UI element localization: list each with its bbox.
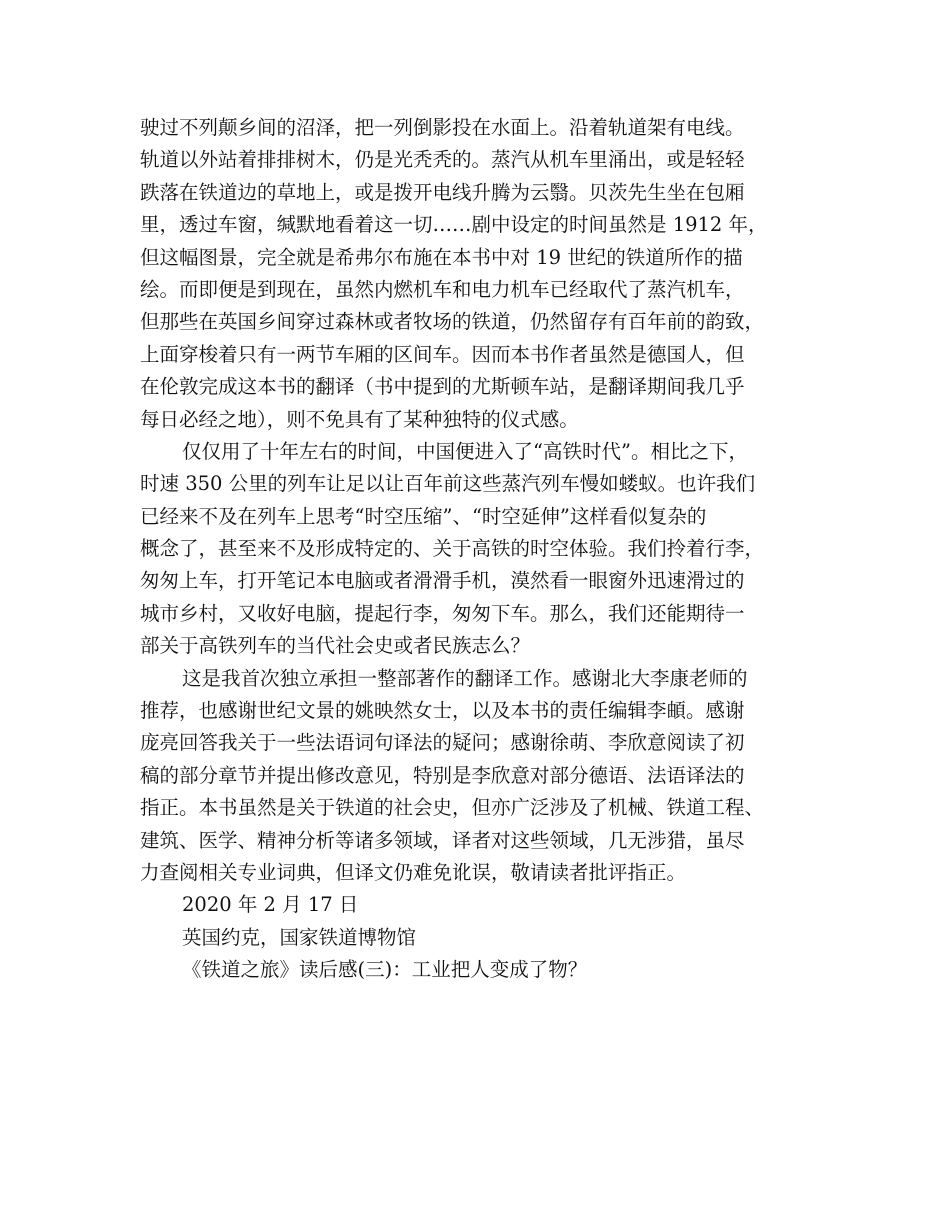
text-line: 城市乡村，又收好电脑，提起行李，匆匆下车。那么，我们还能期待一	[140, 601, 745, 625]
text-line: 匆匆上车，打开笔记本电脑或者滑滑手机，漠然看一眼窗外迅速滑过的	[140, 569, 745, 593]
text-line: 跌落在铁道边的草地上，或是拨开电线升腾为云翳。贝茨先生坐在包厢	[140, 180, 745, 204]
text-line: 部关于高铁列车的当代社会史或者民族志么？	[140, 634, 531, 658]
text-line: 推荐，也感谢世纪文景的姚映然女士，以及本书的责任编辑李頔。感谢	[140, 699, 745, 723]
paragraph-first-line: 仅仅用了十年左右的时间，中国便进入了“高铁时代”。相比之下，	[182, 439, 748, 463]
date-line: 2020 年 2 月 17 日	[182, 893, 359, 917]
text-line: 绘。而即便是到现在，虽然内燃机车和电力机车已经取代了蒸汽机车，	[140, 277, 745, 301]
location-line: 英国约克，国家铁道博物馆	[182, 925, 417, 949]
text-line: 稿的部分章节并提出修改意见，特别是李欣意对部分德语、法语译法的	[140, 763, 745, 787]
text-line: 但那些在英国乡间穿过森林或者牧场的铁道，仍然留存有百年前的韵致，	[140, 310, 765, 334]
paragraph-first-line: 这是我首次独立承担一整部著作的翻译工作。感谢北大李康老师的	[182, 666, 748, 690]
text-line: 在伦敦完成这本书的翻译（书中提到的尤斯顿车站，是翻译期间我几乎	[140, 375, 745, 399]
text-line: 已经来不及在列车上思考“时空压缩”、“时空延伸”这样看似复杂的	[140, 504, 707, 528]
text-line: 里，透过车窗，缄默地看着这一切……剧中设定的时间虽然是 1912 年，	[140, 213, 768, 237]
text-line: 建筑、医学、精神分析等诸多领域，译者对这些领域，几无涉猎，虽尽	[140, 828, 745, 852]
text-line: 庞亮回答我关于一些法语词句译法的疑问；感谢徐萌、李欣意阅读了初	[140, 731, 745, 755]
body-text	[140, 112, 830, 987]
text-line: 指正。本书虽然是关于铁道的社会史，但亦广泛涉及了机械、铁道工程、	[140, 796, 765, 820]
text-line: 上面穿梭着只有一两节车厢的区间车。因而本书作者虽然是德国人，但	[140, 342, 745, 366]
section-heading: 《铁道之旅》读后感(三)：工业把人变成了物？	[182, 958, 588, 982]
text-line: 驶过不列颠乡间的沼泽，把一列倒影投在水面上。沿着轨道架有电线。	[140, 116, 745, 139]
text-line: 概念了，甚至来不及形成特定的、关于高铁的时空体验。我们拎着行李，	[140, 537, 765, 561]
text-line: 轨道以外站着排排树木，仍是光秃秃的。蒸汽从机车里涌出，或是轻轻	[140, 148, 745, 172]
text-line: 每日必经之地），则不免具有了某种独特的仪式感。	[140, 407, 579, 431]
text-line: 力查阅相关专业词典，但译文仍难免讹误，敬请读者批评指正。	[140, 860, 687, 884]
text-line: 但这幅图景，完全就是希弗尔布施在本书中对 19 世纪的铁道所作的描	[140, 245, 743, 269]
text-line: 时速 350 公里的列车让足以让百年前这些蒸汽列车慢如蝼蚁。也许我们	[140, 472, 756, 496]
